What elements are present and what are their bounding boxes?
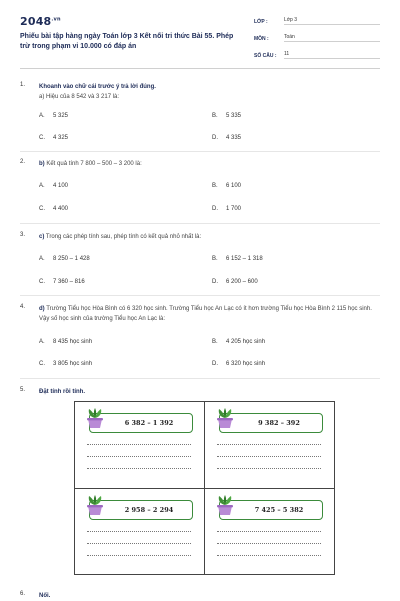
answer-line[interactable]: [217, 531, 321, 532]
question-body: [39, 159, 377, 169]
question-prompt: Trong các phép tính sau, phép tính có kết quả nhỏ nhất là:: [45, 234, 202, 240]
header-divider: [20, 68, 380, 69]
question-instruction: Nối.: [39, 593, 51, 599]
meta-value: 11: [284, 51, 380, 59]
option-d[interactable]: [212, 206, 241, 212]
question-divider: [20, 223, 380, 224]
answer-line[interactable]: [217, 468, 321, 469]
option-letter: C.: [39, 135, 45, 141]
meta-row-class: [254, 14, 380, 25]
option-text: 6 320 học sinh: [226, 361, 266, 367]
worksheet-meta: [254, 14, 380, 65]
option-text: 5 325: [53, 113, 69, 119]
question-number: 5.: [20, 387, 26, 393]
question-number: 2.: [20, 159, 26, 165]
option-text: 4 335: [226, 135, 242, 141]
option-letter: D.: [212, 361, 218, 367]
site-logo[interactable]: [20, 15, 61, 28]
option-text: 4 325: [53, 135, 69, 141]
option-text: 4 205 học sinh: [226, 339, 266, 345]
question-prompt: Kết quả tính 7 800 – 500 – 3 200 là:: [46, 161, 142, 167]
option-text: 4 400: [53, 206, 69, 212]
option-a[interactable]: [39, 256, 90, 262]
option-letter: A.: [39, 256, 45, 262]
option-c[interactable]: [39, 361, 92, 367]
option-text: 3 805 học sinh: [53, 361, 93, 367]
problem-box: [219, 413, 323, 433]
question-number: 6.: [20, 591, 26, 597]
question-prompt: a) Hiệu của 8 542 và 3 217 là:: [39, 94, 120, 100]
problem-expression: 9 382 – 392: [258, 419, 300, 427]
problem-box: [89, 500, 193, 520]
option-a[interactable]: [39, 113, 68, 119]
calc-cell-2: [205, 402, 334, 488]
meta-row-count: [254, 48, 380, 59]
option-c[interactable]: [39, 206, 68, 212]
meta-label: SỐ CÂU :: [254, 53, 277, 59]
answer-line[interactable]: [217, 444, 321, 445]
option-letter: D.: [212, 279, 218, 285]
option-letter: B.: [212, 256, 218, 262]
prompt-letter: b): [39, 161, 45, 167]
option-b[interactable]: [212, 339, 265, 345]
option-c[interactable]: [39, 135, 68, 141]
problem-box: [219, 500, 323, 520]
meta-value: Toán: [284, 34, 380, 42]
option-d[interactable]: [212, 135, 241, 141]
option-d[interactable]: [212, 361, 265, 367]
plant-pot-icon: [85, 407, 105, 429]
problem-expression: 7 425 – 5 382: [254, 506, 304, 514]
plant-pot-icon: [215, 407, 235, 429]
question-prompt: Trường Tiểu học Hòa Bình có 6 320 học sinh. Trường Tiểu học An Lạc có ít hơn trường Tiểu học Hòa Bình 2 115 học sinh. Vậy số học sinh của trường Tiểu học An Lạc là:: [39, 306, 372, 322]
option-c[interactable]: [39, 279, 85, 285]
question-divider: [20, 295, 380, 296]
answer-line[interactable]: [217, 456, 321, 457]
meta-label: LỚP :: [254, 19, 268, 25]
option-letter: B.: [212, 113, 218, 119]
question-body: [39, 82, 377, 102]
worksheet-title: Phiếu bài tập hàng ngày Toán lớp 3 Kết nối tri thức Bài 55. Phép trừ trong phạm vi 10.000 có đáp án: [20, 33, 234, 50]
option-a[interactable]: [39, 183, 68, 189]
option-letter: C.: [39, 361, 45, 367]
question-divider: [20, 151, 380, 152]
option-text: 7 360 – 816: [53, 279, 85, 285]
calc-cell-3: [75, 489, 204, 575]
question-body: [39, 232, 377, 242]
option-text: 8 250 – 1 428: [53, 256, 90, 262]
option-letter: A.: [39, 183, 45, 189]
option-text: 1 700: [226, 206, 242, 212]
question-divider: [20, 378, 380, 379]
prompt-letter: d): [39, 306, 45, 312]
answer-line[interactable]: [87, 531, 191, 532]
answer-line[interactable]: [87, 444, 191, 445]
question-number: 3.: [20, 232, 26, 238]
option-d[interactable]: [212, 279, 258, 285]
plant-pot-icon: [85, 494, 105, 516]
question-instruction: Khoanh vào chữ cái trước ý trả lời đúng.: [39, 84, 156, 90]
meta-row-subject: [254, 31, 380, 42]
prompt-letter: c): [39, 234, 45, 240]
option-b[interactable]: [212, 113, 241, 119]
option-b[interactable]: [212, 183, 241, 189]
answer-line[interactable]: [87, 543, 191, 544]
question-instruction: Đặt tính rồi tính.: [39, 389, 85, 395]
option-text: 8 435 học sinh: [53, 339, 93, 345]
meta-label: MÔN :: [254, 36, 269, 42]
problem-box: [89, 413, 193, 433]
question-number: 4.: [20, 304, 26, 310]
option-text: 4 100: [53, 183, 69, 189]
logo-suffix: .vn: [51, 16, 61, 23]
answer-line[interactable]: [217, 555, 321, 556]
option-letter: C.: [39, 279, 45, 285]
option-text: 6 100: [226, 183, 242, 189]
option-letter: D.: [212, 206, 218, 212]
answer-line[interactable]: [217, 543, 321, 544]
option-letter: A.: [39, 339, 45, 345]
problem-expression: 2 958 – 2 294: [124, 506, 174, 514]
option-b[interactable]: [212, 256, 263, 262]
meta-value: Lớp 3: [284, 17, 380, 25]
option-text: 6 200 – 600: [226, 279, 258, 285]
calc-cell-1: [75, 402, 204, 488]
option-a[interactable]: [39, 339, 92, 345]
option-text: 5 335: [226, 113, 242, 119]
question-number: 1.: [20, 82, 26, 88]
plant-pot-icon: [215, 494, 235, 516]
option-letter: D.: [212, 135, 218, 141]
option-letter: B.: [212, 339, 218, 345]
answer-line[interactable]: [87, 468, 191, 469]
option-letter: B.: [212, 183, 218, 189]
calc-cell-4: [205, 489, 334, 575]
option-letter: C.: [39, 206, 45, 212]
option-text: 6 152 – 1 318: [226, 256, 263, 262]
logo-text: 2048: [20, 15, 52, 28]
answer-line[interactable]: [87, 456, 191, 457]
problem-expression: 6 382 – 1 392: [124, 419, 174, 427]
answer-line[interactable]: [87, 555, 191, 556]
calculation-grid: [74, 401, 335, 575]
question-body: [39, 304, 377, 324]
option-letter: A.: [39, 113, 45, 119]
